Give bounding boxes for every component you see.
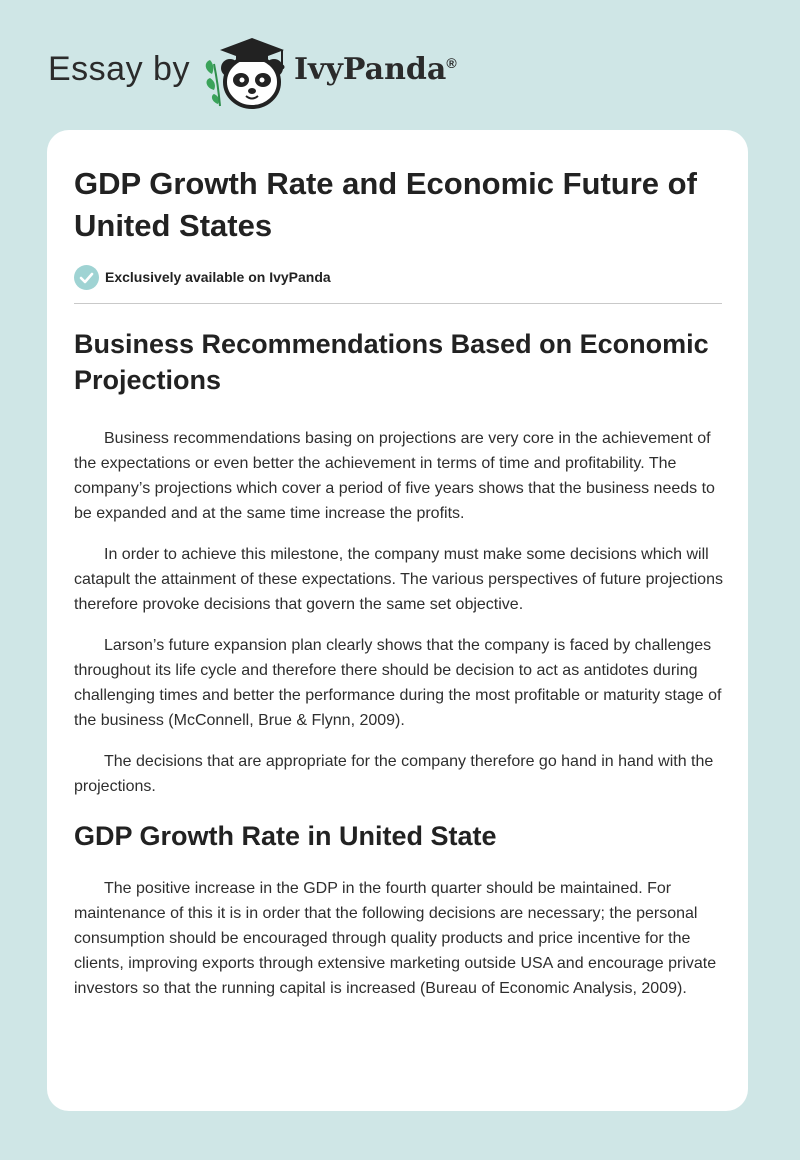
paragraph: The decisions that are appropriate for the company therefore go hand in hand with the projections. — [74, 753, 714, 795]
essay-title: GDP Growth Rate and Economic Future of United States — [74, 166, 697, 243]
panda-graduate-logo-icon — [200, 34, 292, 110]
registered-mark: ® — [446, 55, 457, 71]
essay-card — [47, 130, 748, 1111]
paragraph: Larson’s future expansion plan clearly shows that the company is faced by challenges throughout its life cycle and therefore there should be decision to act as antidotes during challenging times and better the performance during the most profitable or maturity stage of the business (McConnell, Brue & Flynn, 2009). — [74, 637, 722, 729]
section-heading: Business Recommendations Based on Economic Projections — [74, 329, 709, 395]
brand-prefix: Essay by — [48, 50, 190, 88]
paragraph: In order to achieve this milestone, the company must make some decisions which will catapult the attainment of these expectations. The various perspectives of future projections therefore provoke decisions that govern the same set objective. — [74, 546, 723, 613]
paragraph: The positive increase in the GDP in the fourth quarter should be maintained. For maintenance of this it is in order that the following decisions are necessary; the personal consumption should be encouraged through quality products and price incentive for the clients, improving exports through extensive marketing outside USA and encourage private investors so that the running capital is increased (Bureau of Economic Analysis, 2009). — [74, 880, 717, 997]
brand-header[interactable] — [48, 34, 468, 110]
section-heading: GDP Growth Rate in United State — [74, 821, 497, 851]
checkmark-icon — [74, 265, 99, 290]
exclusive-badge — [74, 264, 331, 290]
exclusive-label: Exclusively available on IvyPanda — [105, 269, 331, 285]
divider — [74, 303, 722, 304]
brand-name: IvyPanda® — [294, 52, 457, 87]
paragraph: Business recommendations basing on projections are very core in the achievement of the expectations or even better the achievement in terms of time and profitability. The company’s projections which cover a period of five years shows that the business needs to be expanded and at the same time increase the profits. — [74, 430, 715, 522]
